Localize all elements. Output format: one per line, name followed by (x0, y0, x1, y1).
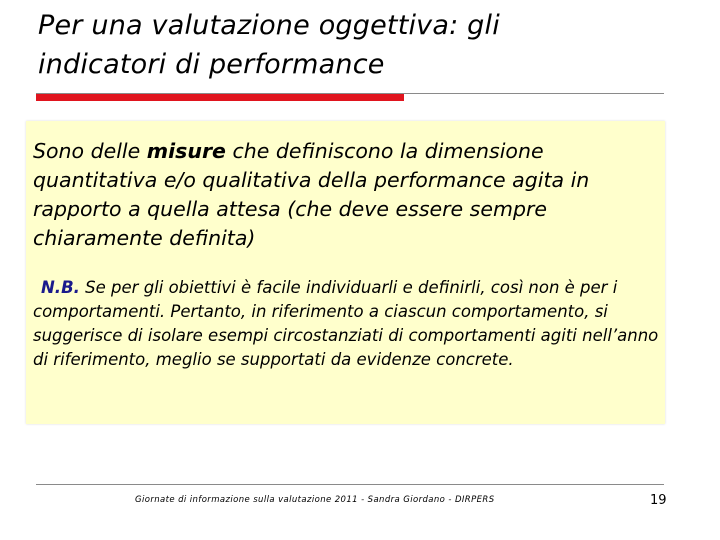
intro-paragraph (33, 137, 661, 253)
slide-title (38, 6, 678, 84)
title-accent-bar (36, 94, 404, 101)
footer-text: Giornate di informazione sulla valutazione 2011 - Sandra Giordano - DIRPERS (135, 495, 495, 505)
intro-bold-term: misure (146, 139, 226, 163)
slide-title-line-2: indicatori di performance (38, 49, 385, 80)
footer-divider (36, 484, 664, 485)
page-number: 19 (650, 493, 667, 508)
intro-text-end: che definiscono la dimensione quantitativa e/o qualitativa della performance agita in rapporto a quella attesa (che deve essere sempre chiaramente definita) (33, 139, 590, 250)
note-paragraph (33, 276, 663, 372)
note-label: N.B. (41, 278, 80, 297)
content-box (26, 121, 665, 424)
note-text: Se per gli obiettivi è facile individuarli e definirli, così non è per i comportamenti. Pertanto, in riferimento a ciascun comportamento, si suggerisce di isolare esempi circostanziati di comportamenti agiti nell’anno di riferimento, meglio se supportati da evidenze concrete. (33, 278, 659, 369)
slide-title-line-1: Per una valutazione oggettiva: gli (38, 10, 500, 41)
intro-text-start: Sono delle (33, 139, 147, 163)
